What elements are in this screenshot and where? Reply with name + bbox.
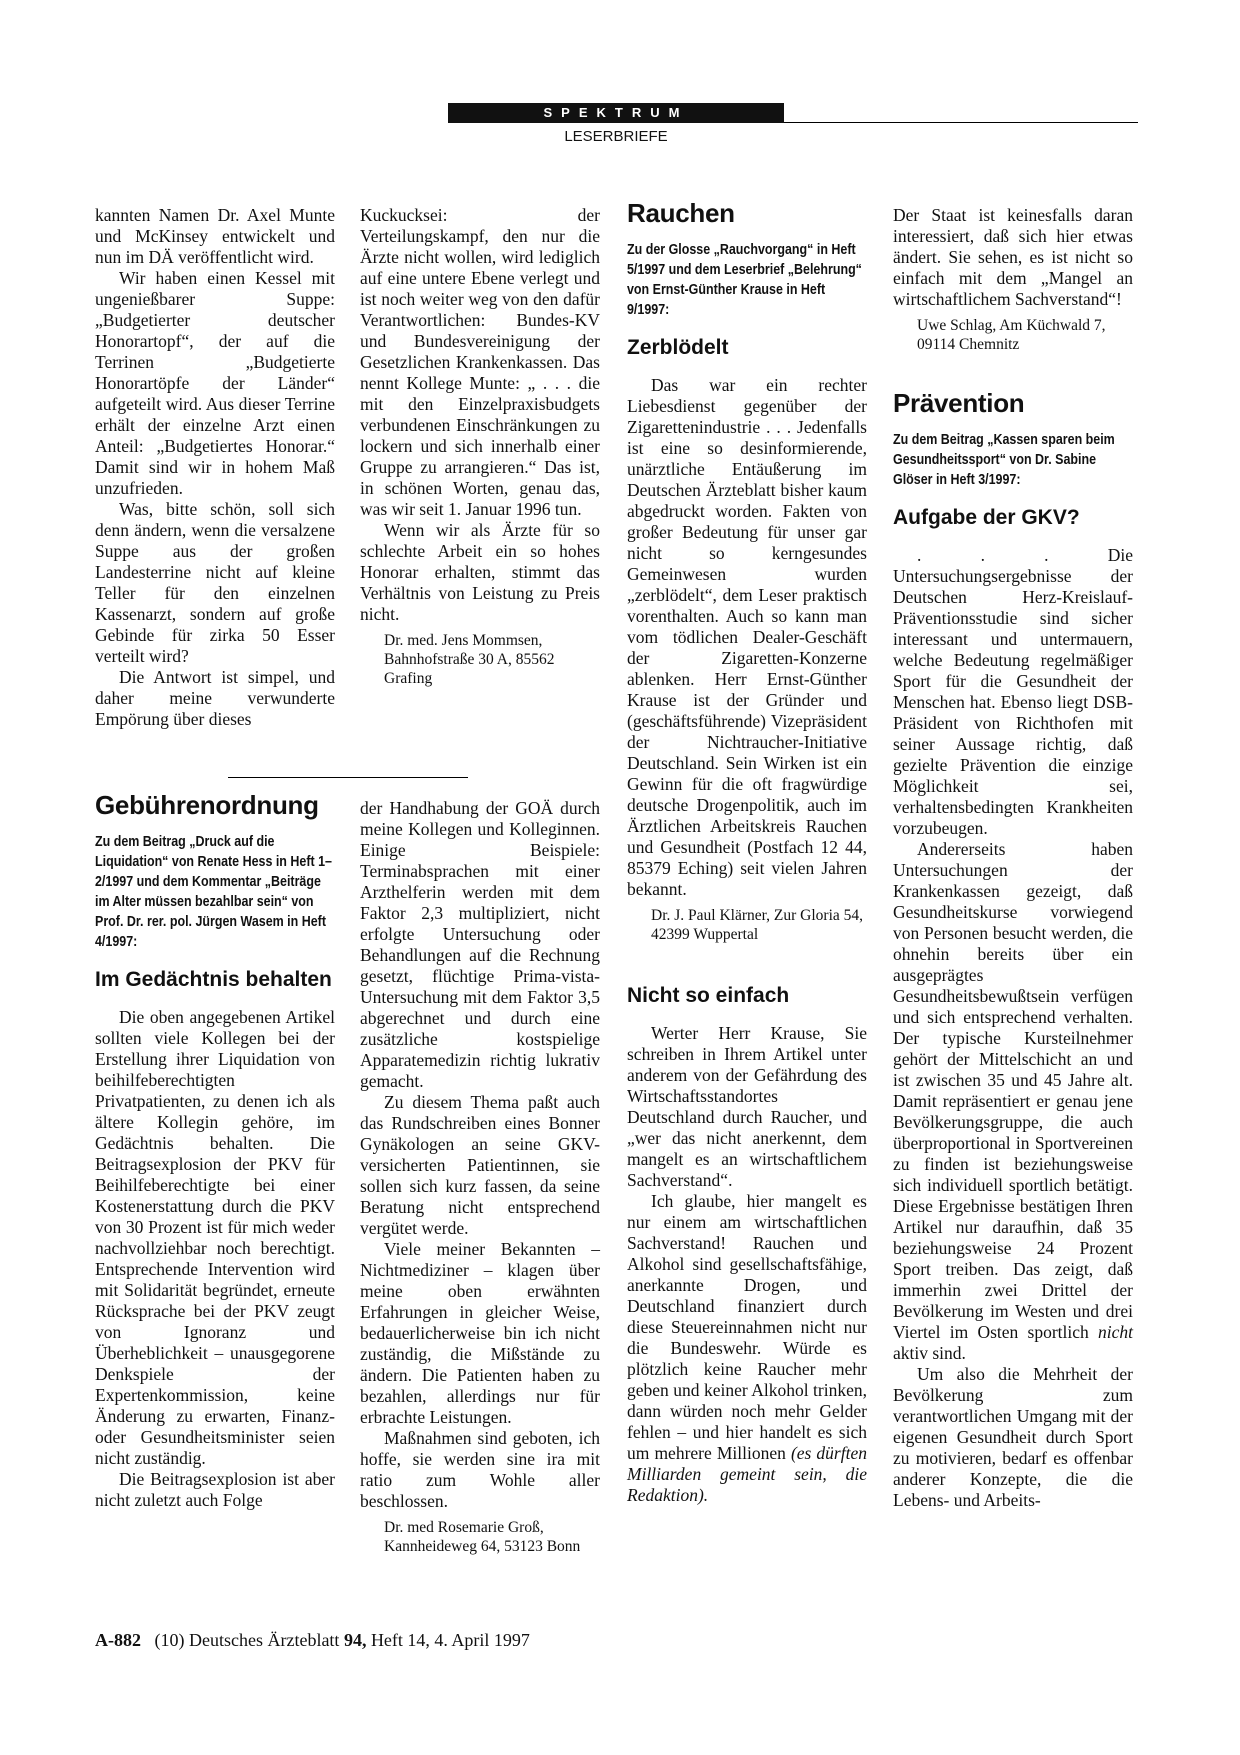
paragraph: Um also die Mehrheit der Bevölkerung zum verantwortlichen Umgang mit der eigenen Gesundheit durch Sport zu motivieren, bedarf es offenbar anderer Konzepte, die die Lebens- und Arbeits- <box>893 1364 1133 1510</box>
section-title: Rauchen <box>627 198 735 228</box>
letter-title: Aufgabe der GKV? <box>893 506 1080 529</box>
letter-signature: Uwe Schlag, Am Küchwald 7, 09114 Chemnitz <box>917 317 1106 353</box>
letter-title: Nicht so einfach <box>627 984 790 1007</box>
paragraph: Maßnahmen sind geboten, ich hoffe, sie werden sine ira mit ratio zum Wohle aller beschlossen. <box>360 1428 600 1511</box>
paragraph: Was, bitte schön, soll sich denn ändern, wenn die versalzene Suppe aus der großen Landesterrine nicht auf kleine Teller für den einzelnen Kassenarzt, sondern auf große Gebinde für zirka 50 Esser verteilt wird? <box>95 499 335 666</box>
page-footer <box>95 1630 530 1651</box>
subsection-label: LESERBRIEFE <box>564 128 668 145</box>
paragraph: Wenn wir als Ärzte für so schlechte Arbeit ein so hohes Honorar erhalten, stimmt das Verhältnis von Leistung zu Preis nicht. <box>360 520 600 624</box>
paragraph: Die oben angegebenen Artikel sollten viele Kollegen bei der Erstellung ihrer Liquidation von beihilfeberechtigten Privatpatienten, zu denen ich als ältere Kollegin gehöre, im Gedächtnis behalten. Die Beitragsexplosion der PKV für Beihilfeberechtigte bei einer Kostenerstattung durch die PKV von 30 Prozent ist für mich weder nachvollziehbar noch berechtigt. Entsprechende Intervention wird mit Solidarität begründet, erneute Rücksprache bei der PKV zeugt von Ignoranz und Überheblichkeit – unausgegorene Denkspiele der Expertenkommission, keine Änderung zu erwarten, Finanz- oder Gesundheitsminister seien nicht zuständig. <box>95 1007 335 1468</box>
paragraph: Wir haben einen Kessel mit ungenießbarer Suppe: „Budgetierter deutscher Honorartopf“, der auf die Terrinen „Budgetierte Honorartöpfe der Länder“ aufgeteilt wird. Aus dieser Terrine erhält der einzelne Arzt einen Anteil: „Budgetiertes Honorar.“ Damit sind wir in hohem Maß unzufrieden. <box>95 268 335 498</box>
letter-title: Im Gedächtnis behalten <box>95 968 332 991</box>
reference-note: Zu dem Beitrag „Kassen sparen beim Gesundheitssport“ von Dr. Sabine Glöser in Heft 3/1997: <box>893 432 1115 488</box>
paragraph <box>627 1191 867 1506</box>
emphasis: nicht <box>1098 1322 1133 1342</box>
volume-number: 94, <box>343 1630 367 1650</box>
paragraph: . . . Die Untersuchungsergebnisse der Deutschen Herz-Kreislauf-Präventionsstudie sind sicher interessant und untermauern, welche Bedeutung regelmäßiger Sport für die Gesundheit der Menschen hat. Ebenso liegt DSB-Präsident von Richthofen mit seiner Aussage richtig, daß gezielte Prävention die einzige Möglichkeit sei, verhaltensbedingten Krankheiten vorzubeugen. <box>893 545 1133 838</box>
paragraph-text: Andererseits haben Untersuchungen der Krankenkassen gezeigt, daß Gesundheitskurse vorwiegend von Personen besucht werden, die ohnehin bereits über ein ausgeprägtes Gesundheitsbewußtsein verfügen und sich entsprechend verhalten. Der typische Kursteilnehmer gehört der Mittelschicht an und ist zwischen 35 und 45 Jahre alt. Damit repräsentiert er genau jene Bevölkerungsgruppe, die auch überproportional in Sportvereinen zu finden ist beziehungsweise sich individuell sportlich betätigt. Diese Ergebnisse bestätigen Ihren Artikel nur daraufhin, daß 35 beziehungsweise 24 Prozent Sport treiben. Das zeigt, daß immerhin zwei Drittel der Bevölkerung im Westen und drei Viertel im Osten sportlich <box>893 839 1133 1342</box>
paragraph: Die Antwort ist simpel, und daher meine verwunderte Empörung über dieses <box>95 667 335 729</box>
letter-signature: Dr. med Rosemarie Groß, Kannheideweg 64, 53123 Bonn <box>384 1519 581 1555</box>
letter-signature: Dr. med. Jens Mommsen, Bahnhofstraße 30 A, 85562 Grafing <box>384 632 555 687</box>
paragraph: der Handhabung der GOÄ durch meine Kollegen und Kolleginnen. Einige Beispiele: Terminabsprachen mit einer Arzthelferin werden mit dem Faktor 2,3 multipliziert, nicht erfolgte Untersuchung oder Behandlungen auf die Rechnung gesetzt, flüchtige Prima-vista-Untersuchung mit dem Faktor 3,5 abgerechnet und durch eine zusätzliche kostspielige Apparatemedizin richtig lukrativ gemacht. <box>360 798 600 1091</box>
letter-signature: Dr. J. Paul Klärner, Zur Gloria 54, 42399 Wuppertal <box>651 907 864 943</box>
issue-date: Heft 14, 4. April 1997 <box>370 1630 530 1650</box>
reference-note: Zu dem Beitrag „Druck auf die Liquidation“ von Renate Hess in Heft 1–2/1997 und dem Kommentar „Beiträge im Alter müssen bezahlbar sein“ von Prof. Dr. rer. pol. Jürgen Wasem in Heft 4/1997: <box>95 834 332 950</box>
paragraph <box>893 839 1133 1364</box>
section-banner: SPEKTRUM <box>448 103 784 123</box>
paragraph: Kuckucksei: der Verteilungskampf, den nur die Ärzte nicht wollen, wird lediglich auf eine untere Ebene verlegt und ist noch weiter weg von den dafür Verantwortlichen: Bundes-KV und Bundesvereinigung der Gesetzlichen Krankenkassen. Das nennt Kollege Munte: „ . . . die mit den Einzelpraxisbudgets verbundenen Einschränkungen zu lockern und sich innerhalb einer Gruppe zu arrangieren.“ Das ist, in schönen Worten, genau das, was wir seit 1. Januar 1996 tun. <box>360 205 600 519</box>
letter-title: Zerblödelt <box>627 336 729 359</box>
section-title: Gebührenordnung <box>95 790 319 820</box>
paragraph: Die Beitragsexplosion ist aber nicht zuletzt auch Folge <box>95 1469 335 1510</box>
page-number: A-882 <box>95 1630 141 1650</box>
column-4 <box>893 205 1133 1511</box>
editor-note: (es dürften Milliarden gemeint sein, die Redaktion). <box>627 1443 867 1505</box>
paragraph: Werter Herr Krause, Sie schreiben in Ihrem Artikel unter anderem von der Gefährdung des Wirtschaftsstandortes Deutschland durch Raucher, und „wer das nicht anerkennt, dem mangelt es an wirtschaftlichem Sachverstand“. <box>627 1023 867 1190</box>
rauchen-column <box>627 198 867 1506</box>
paragraph-text: Ich glaube, hier mangelt es nur einem am wirtschaftlichen Sachverstand! Rauchen und Alkohol sind gesellschaftsfähige, anerkannte Drogen, und Deutschland finanziert durch diese Steuereinnahmen nicht nur die Bundeswehr. Würde es plötzlich keine Raucher mehr geben und keiner Alkohol trinken, dann würden noch mehr Gelder fehlen – und hier handelt es sich um mehrere Millionen <box>627 1191 867 1463</box>
paragraph: Der Staat ist keinesfalls daran interessiert, daß sich hier etwas ändert. Sie sehen, es ist nicht so einfach mit dem „Mangel an wirtschaftlichem Sachverstand“! <box>893 205 1133 309</box>
publication-name: (10) Deutsches Ärzteblatt <box>154 1630 340 1650</box>
gebuehren-column-2 <box>360 798 600 1556</box>
reference-note: Zu der Glosse „Rauchvorgang“ in Heft 5/1997 und dem Leserbrief „Belehrung“ von Ernst-Günther Krause in Heft 9/1997: <box>627 242 862 318</box>
paragraph-text: aktiv sind. <box>893 1343 966 1363</box>
column-2-top <box>360 205 600 688</box>
paragraph: kannten Namen Dr. Axel Munte und McKinsey entwickelt und nun im DÄ veröffentlicht wird. <box>95 205 335 267</box>
gebuehren-column-1 <box>95 790 335 1511</box>
paragraph: Das war ein rechter Liebesdienst gegenüber der Zigarettenindustrie . . . Jedenfalls ist eine so desinformierende, unärztliche Entäußerung im Deutschen Ärzteblatt bisher kaum abgedruckt worden. Fakten von großer Bedeutung für unser gar nicht so kerngesundes Gemeinwesen wurden „zerblödelt“, dem Leser praktisch vorenthalten. Auch so kann man vom tödlichen Dealer-Geschäft der Zigaretten-Konzerne ablenken. Herr Ernst-Günther Krause ist der Gründer und (geschäftsführende) Vizepräsident der Nichtraucher-Initiative Deutschland. Sein Wirken ist ein Gewinn für die oft fragwürdige deutsche Drogenpolitik, auch im Ärztlichen Arbeitskreis Rauchen und Gesundheit (Postfach 12 44, 85379 Eching) seit vielen Jahren bekannt. <box>627 375 867 899</box>
section-divider <box>228 777 468 778</box>
column-1-top <box>95 205 335 730</box>
paragraph: Viele meiner Bekannten – Nichtmediziner – klagen über meine oben erwähnten Erfahrungen in gleicher Weise, bedauerlicherweise bin ich nicht zuständig, die Mißstände zu ändern. Die Patienten haben zu bezahlen, allerdings nur für erbrachte Leistungen. <box>360 1239 600 1427</box>
paragraph: Zu diesem Thema paßt auch das Rundschreiben eines Bonner Gynäkologen an seine GKV-versicherten Patientinnen, sie sollen sich kurz fassen, da seine Beratung nicht entsprechend vergütet werde. <box>360 1092 600 1238</box>
section-title: Prävention <box>893 388 1025 418</box>
